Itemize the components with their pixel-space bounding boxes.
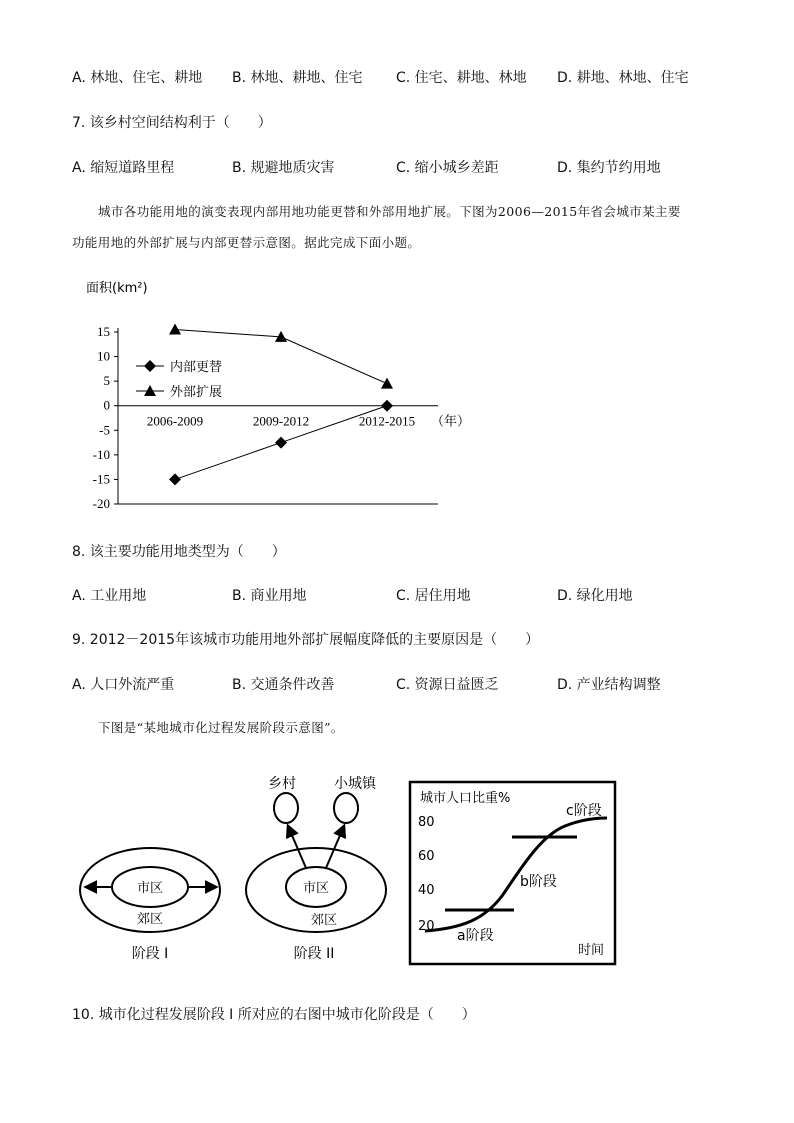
chart-x-tick-label: 2009-2012 (252, 413, 310, 429)
q7-option-d: D. 集约节约用地 (557, 160, 661, 176)
curve-ytick-40: 40 (418, 883, 435, 898)
intro1-line1: 城市各功能用地的演变表现内部用地功能更替和外部用地扩展。下图为2006—2015年省会城市某主要 (98, 204, 681, 219)
curve-ytick-80: 80 (418, 815, 435, 830)
stage-1-suburb-label: 郊区 (136, 912, 164, 927)
q9-option-d: D. 产业结构调整 (557, 677, 661, 693)
chart-y-axis-label: 面积(km²) (86, 281, 148, 296)
legend-label-triangle: 外部扩展 (170, 385, 223, 400)
curve-ytick-20: 20 (418, 919, 435, 934)
intro1-line2: 功能用地的外部扩展与内部更替示意图。据此完成下面小题。 (72, 235, 421, 250)
q8-option-d: D. 绿化用地 (557, 588, 633, 604)
stage-2-city-label: 市区 (302, 881, 330, 896)
q8-option-a: A. 工业用地 (72, 588, 147, 604)
intro-paragraph-2 (72, 712, 732, 743)
chart-y-tick-label: 10 (97, 348, 110, 364)
urbanization-s-curve (425, 818, 607, 931)
chart-y-tick-label: 0 (103, 397, 110, 413)
q7-option-c: C. 缩小城乡差距 (396, 160, 499, 176)
legend-marker-diamond (144, 360, 156, 372)
chart-y-tick-label: -10 (92, 446, 110, 462)
q6-option-b: B. 林地、耕地、住宅 (232, 70, 363, 86)
chart-point-diamond (381, 400, 393, 412)
chart-y-tick-label: 15 (97, 324, 110, 339)
q8-option-b: B. 商业用地 (232, 588, 307, 604)
stage-1-diagram (80, 848, 220, 962)
chart-point-triangle (169, 324, 181, 335)
urbanization-curve-panel (410, 782, 615, 964)
stage-2-town-circle (334, 793, 358, 823)
q9-option-a: A. 人口外流严重 (72, 677, 175, 693)
legend-label-diamond: 内部更替 (170, 360, 223, 375)
q7-stem: 7. 该乡村空间结构利于（ ） (72, 115, 272, 131)
stage-a-label: a阶段 (457, 928, 494, 944)
chart-point-diamond (169, 473, 181, 485)
intro2-text: 下图是“某地城市化过程发展阶段示意图”。 (98, 720, 344, 735)
q9-stem: 9. 2012－2015年该城市功能用地外部扩展幅度降低的主要原因是（ ） (72, 632, 540, 648)
q6-option-a: A. 林地、住宅、耕地 (72, 70, 203, 86)
stage-2-town-label: 小城镇 (334, 776, 376, 792)
stage-2-arrow-to-village (288, 826, 306, 868)
chart-point-triangle (381, 378, 393, 389)
chart-x-tick-label: 2012-2015 (358, 413, 416, 429)
q7-option-b: B. 规避地质灾害 (232, 160, 335, 176)
chart-point-diamond (275, 437, 287, 449)
line-chart (60, 274, 480, 524)
stage-1-city-label: 市区 (136, 881, 164, 896)
stage-2-diagram (246, 775, 386, 962)
intro-paragraph-1 (72, 196, 732, 258)
q8-option-c: C. 居住用地 (396, 588, 471, 604)
stage-b-label: b阶段 (520, 874, 557, 890)
curve-x-label: 时间 (578, 943, 605, 958)
stage-2-arrow-to-town (326, 826, 344, 868)
q9-option-c: C. 资源日益匮乏 (396, 677, 499, 693)
q6-option-c: C. 住宅、耕地、林地 (396, 70, 527, 86)
q9-option-b: B. 交通条件改善 (232, 677, 335, 693)
stage-2-village-label: 乡村 (268, 776, 296, 792)
stage-2-caption: 阶段 II (293, 946, 335, 962)
chart-y-tick-label: -15 (92, 471, 110, 487)
chart-y-tick-label: -20 (92, 496, 110, 511)
chart-x-tick-label: 2006-2009 (146, 413, 204, 429)
curve-ytick-60: 60 (418, 849, 435, 864)
stage-c-label: c阶段 (566, 803, 602, 819)
q7-option-a: A. 缩短道路里程 (72, 160, 175, 176)
q10-stem: 10. 城市化过程发展阶段 I 所对应的右图中城市化阶段是（ ） (72, 1007, 476, 1023)
q8-stem: 8. 该主要功能用地类型为（ ） (72, 544, 286, 560)
stage-2-village-circle (274, 793, 298, 823)
q6-option-d: D. 耕地、林地、住宅 (557, 70, 689, 86)
urbanization-stage-diagram (70, 768, 630, 973)
chart-x-unit-label: （年） (431, 413, 471, 429)
stage-2-suburb-label: 郊区 (310, 913, 338, 928)
curve-y-label: 城市人口比重% (420, 791, 511, 806)
stage-1-caption: 阶段 I (131, 946, 169, 962)
chart-y-tick-label: 5 (103, 373, 110, 389)
chart-y-tick-label: -5 (99, 422, 110, 438)
